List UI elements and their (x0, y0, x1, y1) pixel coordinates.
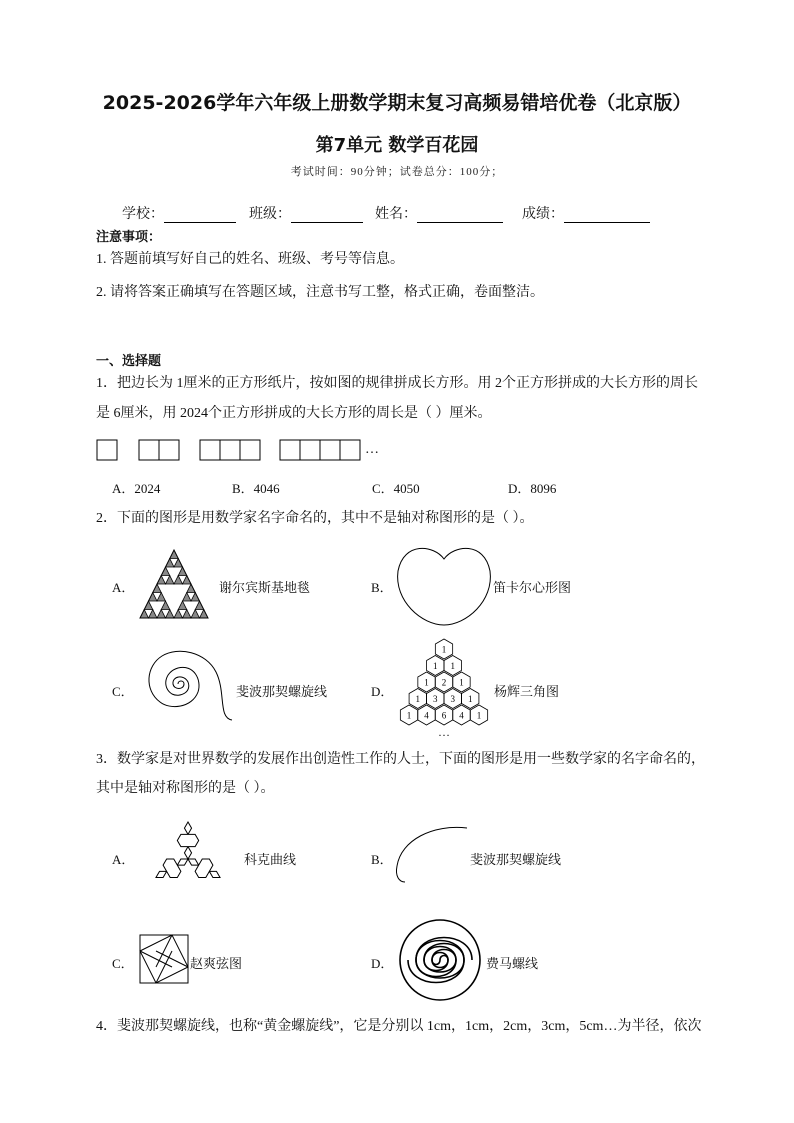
page-subtitle: 第7单元 数学百花园 (315, 135, 479, 156)
pascal-cell (435, 672, 452, 692)
q2-option-b[interactable]: B． (371, 580, 393, 595)
school-field[interactable] (122, 203, 236, 223)
pascal-cell-value: 6 (441, 710, 447, 721)
q3-label-b: 斐波那契螺旋线 (470, 852, 562, 867)
section-heading: 一、选择题 (96, 354, 162, 369)
pascal-cell (453, 705, 470, 725)
q3-option-c[interactable]: C． (112, 956, 134, 971)
pascal-cell (427, 689, 444, 709)
pascal-cell-value: 1 (441, 644, 447, 655)
fibonacci-spiral-figure-b (395, 826, 469, 884)
pascal-cell (462, 689, 479, 709)
pascal-cell (444, 689, 461, 709)
q4-line1: 4．斐波那契螺旋线，也称“黄金螺旋线”，它是分别以 1cm，1cm，2cm，3cm，5cm…为半径，依次 (96, 1019, 702, 1034)
pascal-cell-value: 1 (433, 661, 438, 671)
koch-outline (156, 822, 220, 878)
note-item-1: 1. 答题前填写好自己的姓名、班级、考号等信息。 (96, 252, 404, 267)
fibonacci-spiral-figure-c (138, 648, 234, 724)
pascal-cell (435, 639, 452, 659)
name-field[interactable] (375, 203, 503, 223)
pascal-cell-value: 4 (424, 710, 429, 721)
exam-meta: 考试时间：90分钟；试卷总分：100分； (290, 166, 504, 178)
q2-option-d[interactable]: D． (371, 684, 394, 699)
square-group-3 (200, 440, 260, 460)
pascal-cell (470, 705, 487, 725)
q1-line1: 1．把边长为 1厘米的正方形纸片，按如图的规律拼成长方形。用 2个正方形拼成的大长方形的周长 (96, 376, 698, 391)
pascal-cell-value: 3 (450, 694, 455, 704)
q1-squares-figure (96, 439, 386, 461)
pascal-cell-value: 1 (476, 710, 482, 721)
pascal-cell (409, 689, 426, 709)
note-item-2: 2. 请将答案正确填写在答题区域，注意书写工整，格式正确，卷面整洁。 (96, 285, 544, 300)
pascal-cell-value: 1 (459, 677, 464, 688)
score-label: 成绩： (522, 207, 564, 222)
pascal-cell (418, 672, 435, 692)
pascal-cell-value: 1 (450, 661, 455, 671)
q2-stem: 2．下面的图形是用数学家名字命名的，其中不是轴对称图形的是（ ）。 (96, 511, 534, 526)
q3-option-d[interactable]: D． (371, 956, 394, 971)
q3-line1: 3．数学家是对世界数学的发展作出创造性工作的人士，下面的图形是用一些数学家的名字命名的， (96, 752, 705, 767)
square-group-4 (280, 440, 360, 460)
q1-line2: 是 6厘米，用 2024个正方形拼成的大长方形的周长是（ ）厘米。 (96, 406, 492, 421)
pascal-cell-value: 1 (415, 694, 420, 704)
q3-line2: 其中是轴对称图形的是（ ）。 (96, 781, 275, 796)
pascal-cell (444, 656, 461, 676)
q1-option-b[interactable]: B．4046 (232, 481, 280, 496)
square-group-1 (97, 440, 117, 460)
fermat-spiral-figure (398, 918, 482, 1002)
q1-option-d[interactable]: D．8096 (508, 481, 557, 496)
name-label: 姓名： (375, 207, 417, 222)
cardioid-figure (396, 543, 492, 627)
pascal-cell-value: 4 (459, 710, 464, 721)
notes-heading: 注意事项： (96, 230, 162, 245)
score-blank[interactable] (564, 208, 650, 223)
class-field[interactable] (249, 203, 363, 223)
pascal-cell-value: 1 (424, 677, 429, 688)
pascal-triangle-figure (396, 638, 492, 728)
zhao-shuang-diagram-figure (139, 934, 189, 984)
q2-option-a[interactable]: A． (112, 580, 135, 595)
q2-label-a: 谢尔宾斯基地毯 (219, 580, 311, 595)
class-blank[interactable] (291, 208, 363, 223)
pascal-cell-value: 1 (468, 694, 473, 704)
pascal-ellipsis: … (438, 725, 450, 739)
name-blank[interactable] (417, 208, 503, 223)
q1-option-c[interactable]: C．4050 (372, 481, 420, 496)
pascal-cell (453, 672, 470, 692)
q2-label-c: 斐波那契螺旋线 (236, 684, 328, 699)
q2-label-d: 杨辉三角图 (494, 684, 560, 699)
q2-option-c[interactable]: C． (112, 684, 134, 699)
school-blank[interactable] (164, 208, 236, 223)
pascal-cell-value: 3 (433, 694, 438, 704)
score-field[interactable] (522, 203, 650, 223)
pascal-cell-value: 2 (441, 677, 447, 688)
q3-option-a[interactable]: A． (112, 852, 135, 867)
q3-label-d: 费马螺线 (486, 956, 539, 971)
q1-option-a[interactable]: A．2024 (112, 481, 161, 496)
page-title: 2025-2026学年六年级上册数学期末复习高频易错培优卷（北京版） (102, 92, 692, 114)
square-group-2 (139, 440, 179, 460)
pascal-cell (400, 705, 417, 725)
sierpinski-carpet-figure (138, 548, 210, 620)
koch-curve-figure (143, 812, 233, 902)
q3-label-c: 赵爽弦图 (190, 956, 243, 971)
q3-label-a: 科克曲线 (244, 852, 297, 867)
pascal-cell-value: 1 (406, 710, 412, 721)
pascal-cell (427, 656, 444, 676)
pascal-cell (418, 705, 435, 725)
school-label: 学校： (122, 207, 164, 222)
class-label: 班级： (249, 207, 291, 222)
q1-ellipsis: … (365, 442, 379, 457)
q3-option-b[interactable]: B． (371, 852, 393, 867)
q2-label-b: 笛卡尔心形图 (493, 580, 572, 595)
